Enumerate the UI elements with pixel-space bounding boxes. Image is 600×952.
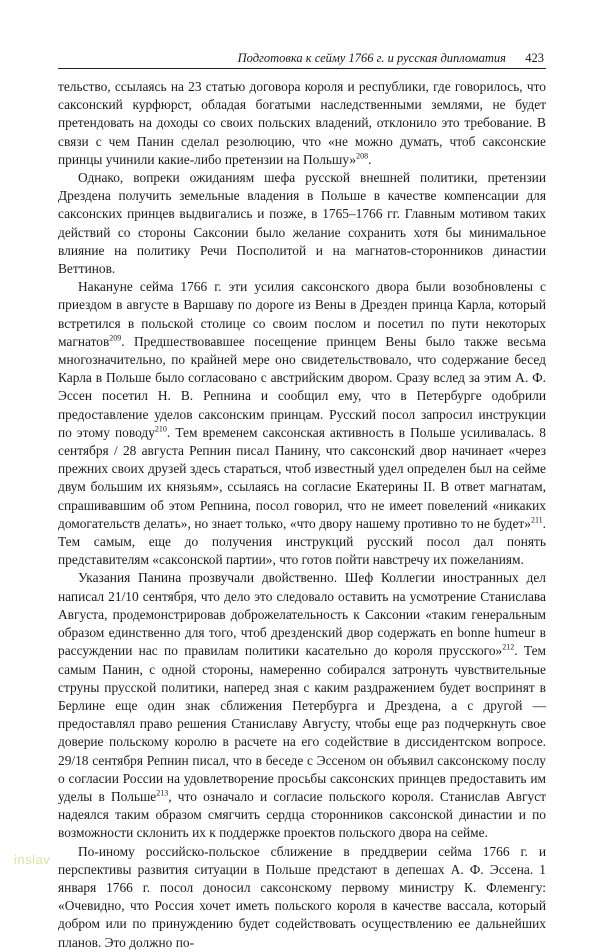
footnote-ref-213: 213 — [156, 788, 169, 798]
footnote-ref-212: 212 — [502, 642, 515, 652]
page-number: 423 — [525, 51, 544, 65]
paragraph-2: Однако, вопреки ожиданиям шефа русской внешней политики, претензии Дрездена получить земельные владения в Польше в качестве компенсации для саксонских принцев выдвигались и позже, в 1765–1766 гг. Главным мотивом таких действий со стороны Саксонии было желание сохранить хотя бы минимальное влияние на политику Речи Посполитой и на магнатов-сторонников династии Веттинов. — [58, 170, 546, 277]
running-header — [58, 49, 546, 71]
paragraph-1: тельство, ссылаясь на 23 статью договора короля и республики, где говорилось, что саксонский курфюрст, обладая богатыми наследственными землями, не будет претендовать на доходы со своих польских владений, отклонило это требование. В связи с чем Панин сделал резолюцию, что «не можно думать, чтоб саксонские принцы учинили какие-либо претензии на Польшу»$^{208}$. — [58, 79, 546, 167]
footnote-ref-209: 209 — [109, 333, 122, 343]
watermark-logo: inslav — [14, 852, 51, 867]
footnote-ref-210: 210 — [154, 424, 167, 434]
footnote-ref-211: 211 — [530, 515, 543, 525]
paragraph-4: Указания Панина прозвучали двойственно. Шеф Коллегии иностранных дел написал 21/10 сентября, что дело это следовало оставить на усмотрение Станислава Августа, продемонстрировав доброжелательность к Саксонии «таким генеральным образом единственно для того, чтоб дрезденский двор содержать en bonne humeur в рассуждении нас по правилам политики касательно до короля прусского»$^{212}$. Тем самым Панин, с одной стороны, намеренно собирался затронуть чувствительные струны прусской политики, наперед зная с каким раздражением будет воспринят в Берлине еще один знак сближения Петербурга и Дрездена, а с другой — предоставлял право решения Станиславу Августу, чтобы еще раз подчеркнуть свое доверие польскому королю в расчете на его содействие в диссидентском вопросе. 29/18 сентября Репнин писал, что в беседе с Эссеном он объявил саксонскому послу о согласии России на удовлетворение просьбы саксонских принцев предоставить им уделы в Польше$^{213}$, что означало и согласие польского короля. Станислав Август надеялся таким образом смягчить сердца сторонников саксонской династии и по возможности склонить их к поддержке проектов польского двора на сейме. — [58, 570, 546, 841]
paragraph-5: По-иному российско-польское сближение в преддверии сейма 1766 г. и перспективы развития ситуации в Польше предстают в депешах А. Ф. Эссена. 1 января 1766 г. посол доносил саксонскому первому министру К. Флеменгу: «Очевидно, что Россия хочет иметь польского короля в качестве вассала, который добром или по принуждению будет содействовать осуществлению ее дальнейших планов. Это должно по- — [58, 843, 546, 950]
footnote-ref-208: 208 — [356, 151, 369, 161]
paragraph-3: Накануне сейма 1766 г. эти усилия саксонского двора были возобновлены с приездом в августе в Варшаву по дороге из Вены в Дрезден принца Карла, который встретился в польской столице со своим послом и посетил по пути некоторых магнатов$^{209}$. Предшествовавшее посещение принцем Вены было также весьма многозначительно, по крайней мере оно свидетельствовало, что содержание бесед Карла в Польше было согласовано с австрийским двором. Сразу вслед за этим А. Ф. Эссен посетил Н. В. Репнина и сообщил ему, что в Петербурге одобрили предоставление уделов саксонским принцам. Русский посол запросил инструкции по этому поводу$^{210}$. Тем временем саксонская активность в Польше усиливалась. 8 сентября / 28 августа Репнин писал Панину, что саксонский двор начинает «через прежних своих друзей здесь стараться, чтоб известный удел определен был на сейме двум большим их князьям», ссылаясь на согласие Екатерины II. В ответ магнатам, спрашивавшим об этом Репнина, посол говорил, что не имеет повелений «никаких домогательств делать», но знает только, «что двору нашему противно то не будет»$^{211}$. Тем самым, еще до получения инструкций русский посол дал понять представителям «саксонской партии», что готов пойти навстречу их пожеланиям. — [58, 279, 546, 568]
page-body — [58, 78, 546, 952]
running-header-title: Подготовка к сейму 1766 г. и русская дипломатия — [237, 51, 506, 65]
header-rule — [58, 68, 546, 69]
